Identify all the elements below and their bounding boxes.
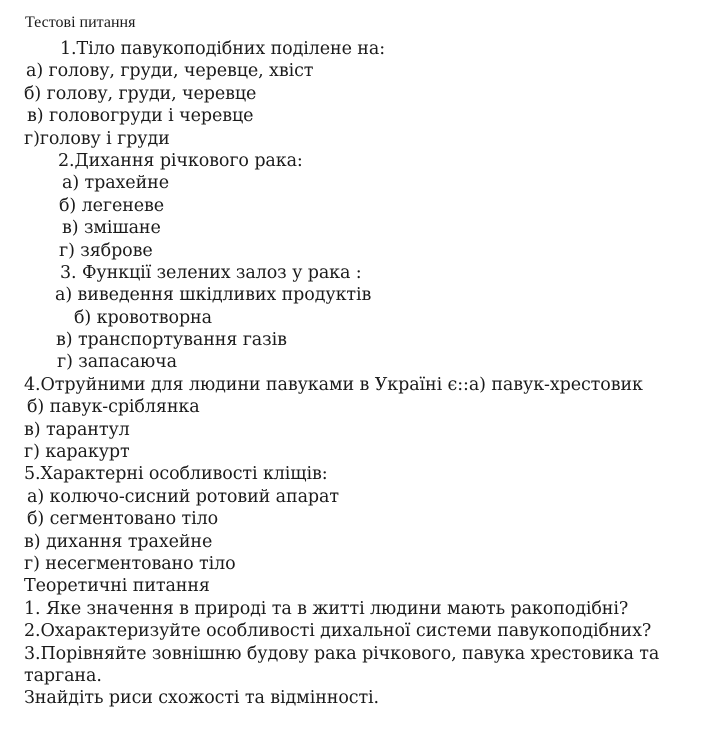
text-line: г) несегментовано тіло (24, 553, 236, 574)
text-line: 5.Характерні особливості кліщів: (24, 464, 328, 485)
document-body (0, 38, 720, 710)
text-line: а) трахейне (62, 173, 169, 194)
text-line: б) сегментовано тіло (27, 509, 219, 530)
text-line: б) павук-сріблянка (27, 397, 200, 418)
text-line: 4.Отруйними для людини павуками в Україні є::а) павук-хрестовик (24, 374, 643, 395)
text-line: б) голову, груди, черевце (24, 83, 257, 104)
text-line: Знайдіть риси схожості та відмінності. (24, 688, 380, 709)
text-line: 3.Порівняйте зовнішню будову рака річкового, павука хрестовика та (24, 643, 660, 664)
text-line: 1.Тіло павукоподібних поділене на: (60, 39, 385, 59)
text-line: таргана. (24, 665, 102, 686)
text-line: 3. Функції зелених залоз у рака : (60, 262, 362, 283)
text-line: Теоретичні питання (24, 576, 210, 597)
text-line: а) голову, груди, черевце, хвіст (26, 61, 314, 82)
text-line: г)голову і груди (24, 128, 170, 149)
text-line: в) змішане (62, 218, 161, 239)
text-line: а) колючо-сисний ротовий апарат (27, 486, 339, 507)
text-line: в) тарантул (24, 419, 130, 440)
text-line: 2.Охарактеризуйте особливості дихальної системи павукоподібних? (24, 621, 652, 642)
text-line: б) кровотворна (74, 307, 212, 328)
text-line: г) зяброве (59, 240, 153, 261)
text-line: в) транспортування газів (56, 330, 287, 351)
text-line: б) легеневе (59, 195, 165, 216)
text-line: г) каракурт (24, 442, 130, 463)
text-line: в) головогруди і черевце (27, 106, 254, 127)
text-line: 1. Яке значення в природі та в житті людини мають ракоподібні? (24, 598, 629, 619)
text-line: 2.Дихання річкового рака: (58, 150, 303, 171)
text-line: г) запасаюча (57, 352, 177, 373)
text-line: в) дихання трахейне (24, 531, 213, 552)
text-line: а) виведення шкідливих продуктів (55, 285, 372, 306)
document-title: Тестові питання (25, 14, 136, 31)
